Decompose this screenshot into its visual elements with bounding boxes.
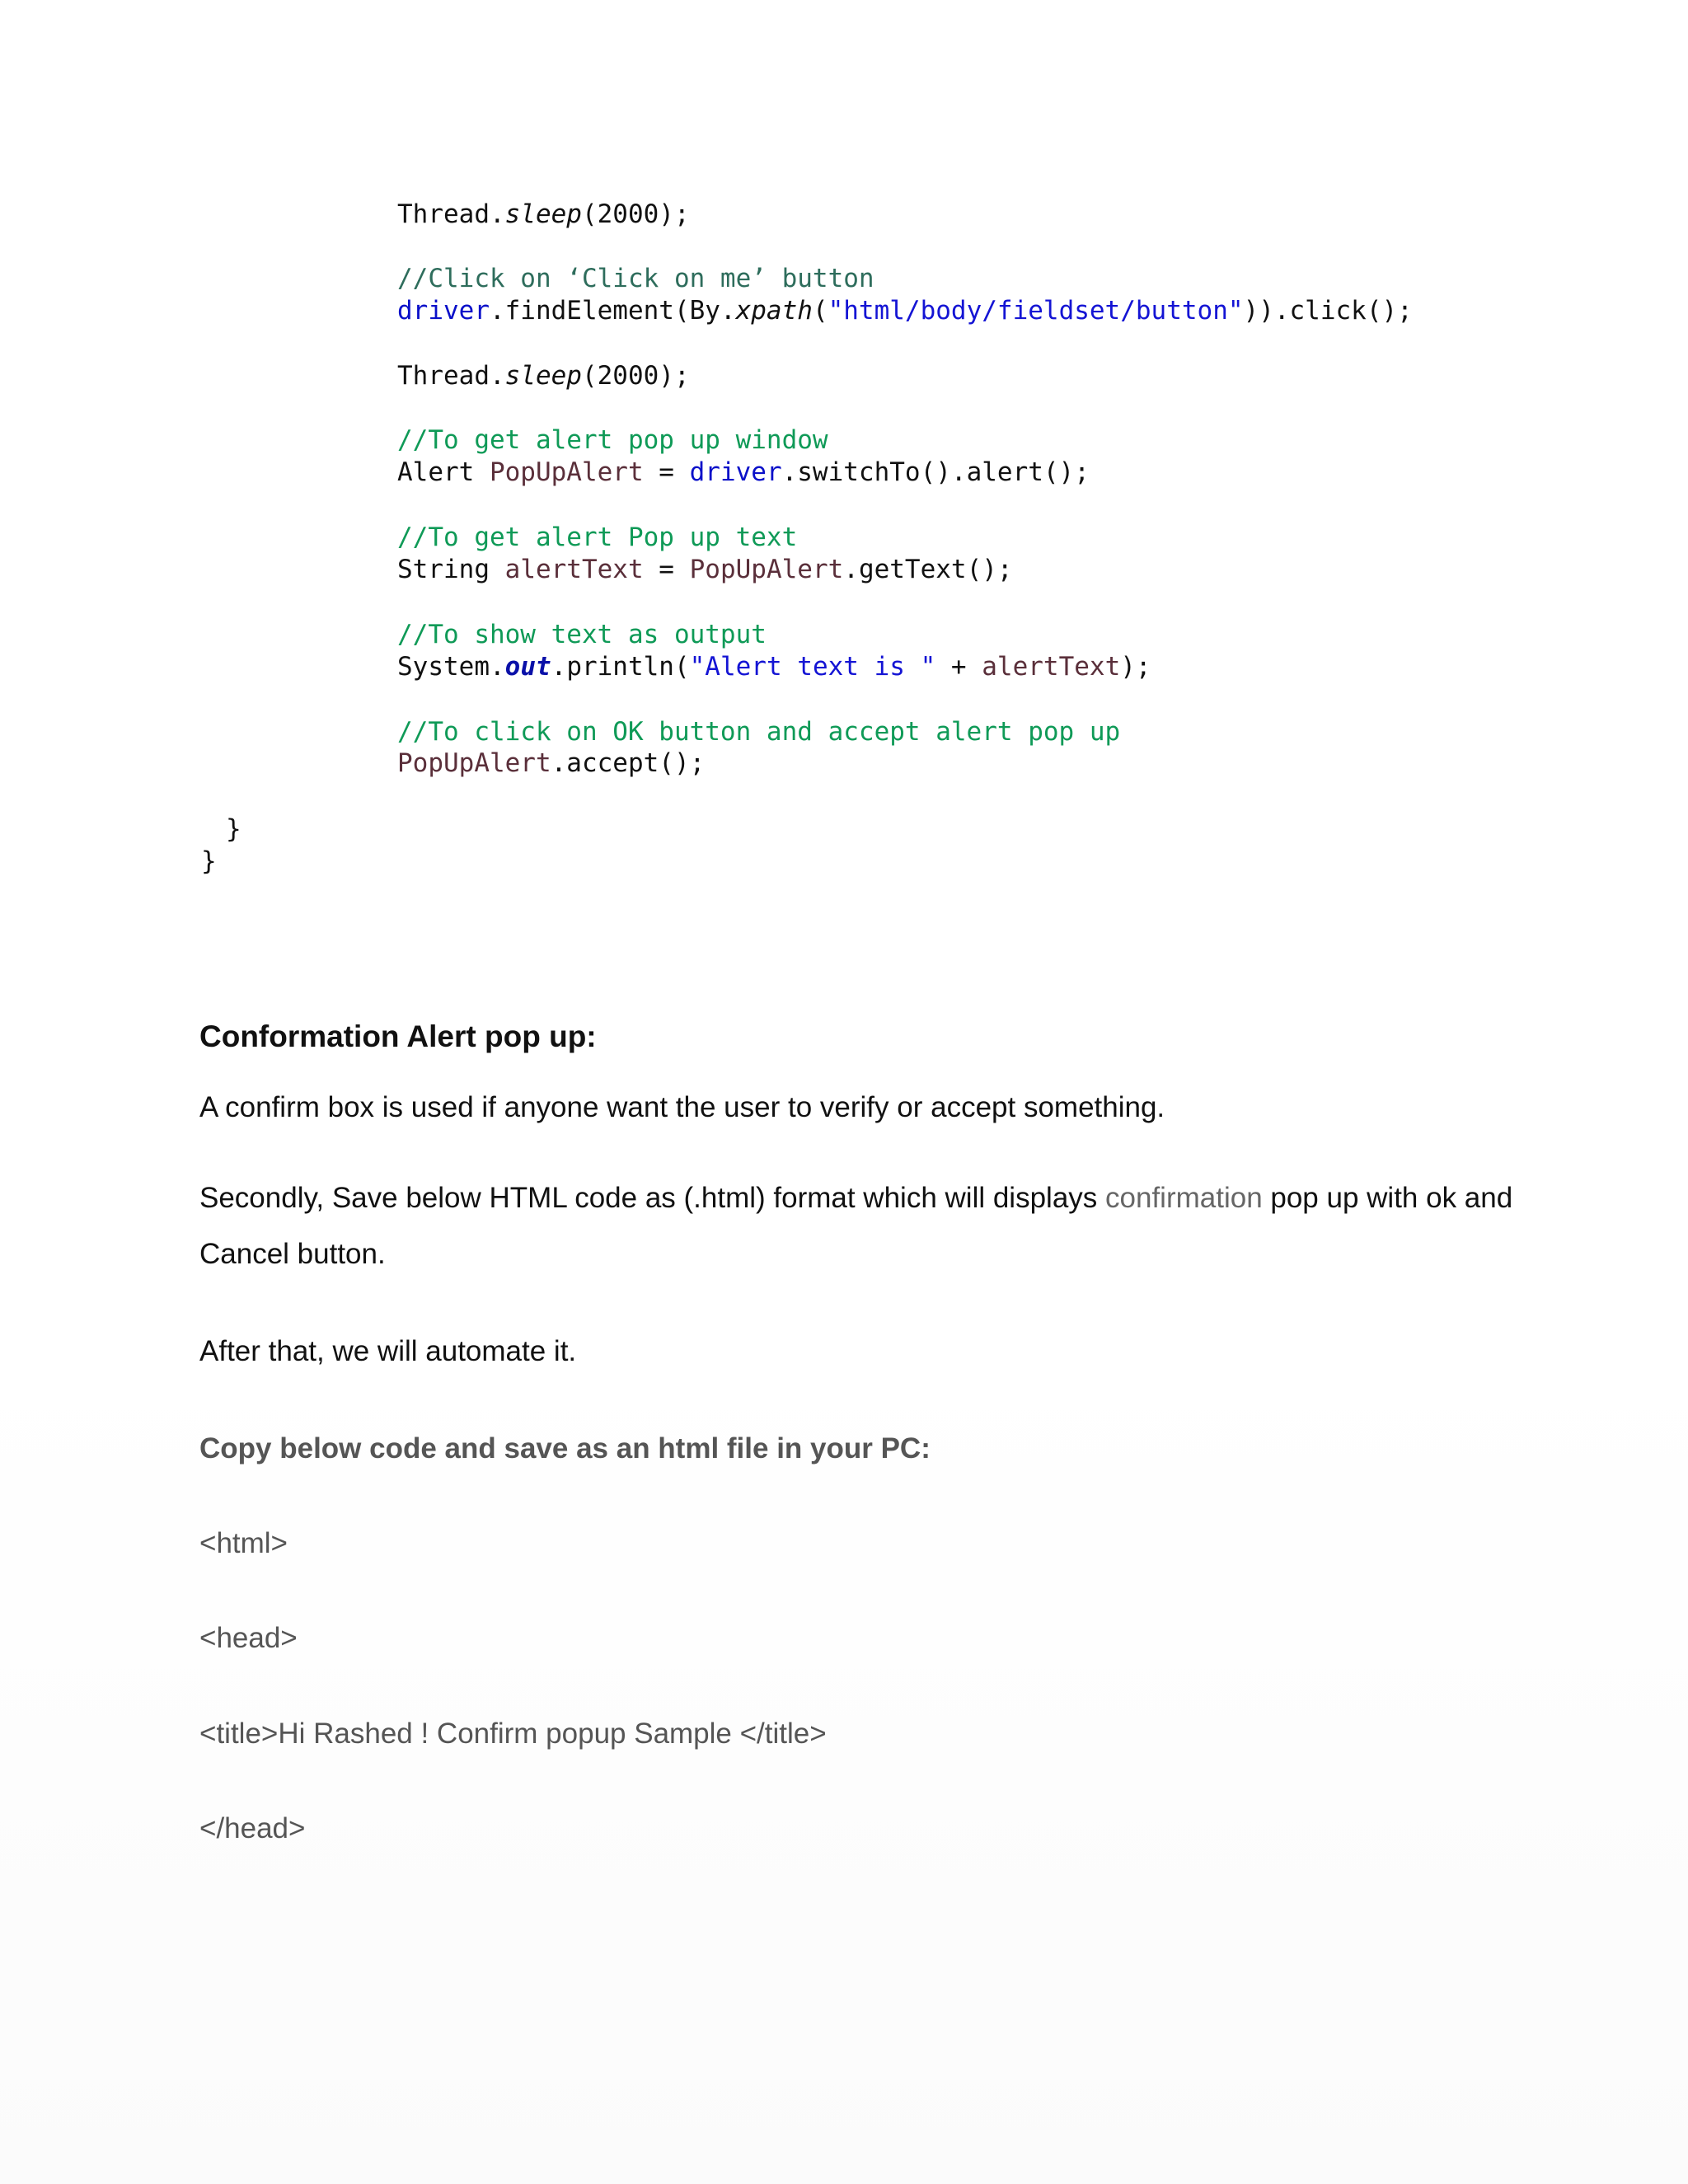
code-closing-brace-outer: } xyxy=(201,846,217,876)
code-line-find-element: driver.findElement(By.xpath("html/body/fieldset/button")).click(); xyxy=(397,296,1413,326)
code-line-println: System.out.println("Alert text is " + alertText); xyxy=(397,652,1151,682)
html-tag-line: <html> xyxy=(199,1527,288,1559)
code-line-sleep-1: Thread.sleep(2000); xyxy=(397,199,690,229)
code-line-get-text: String alertText = PopUpAlert.getText(); xyxy=(397,555,1013,584)
code-closing-brace-inner: } xyxy=(226,814,241,844)
paragraph-confirm-box: A confirm box is used if anyone want the user to verify or accept something. xyxy=(199,1091,1165,1123)
code-comment-get-text: //To get alert Pop up text xyxy=(397,523,798,552)
code-line-sleep-2: Thread.sleep(2000); xyxy=(397,361,690,391)
code-line-accept: PopUpAlert.accept(); xyxy=(397,748,706,778)
code-comment-accept: //To click on OK button and accept alert pop up xyxy=(397,717,1121,747)
section-heading: Conformation Alert pop up: xyxy=(199,1019,597,1053)
code-comment-get-alert: //To get alert pop up window xyxy=(397,425,828,455)
code-comment-click: //Click on ‘Click on me’ button xyxy=(397,264,874,293)
code-line-alert: Alert PopUpAlert = driver.switchTo().alert(); xyxy=(397,457,1090,487)
title-tag-line: <title>Hi Rashed ! Confirm popup Sample </title> xyxy=(199,1718,827,1750)
paragraph-automate: After that, we will automate it. xyxy=(199,1335,577,1367)
head-close-tag-line: </head> xyxy=(199,1812,306,1844)
code-comment-show-text: //To show text as output xyxy=(397,620,767,649)
paragraph-save-html: Secondly, Save below HTML code as (.html) format which will displays confirmation pop up with ok and xyxy=(199,1182,1513,1214)
copy-code-label: Copy below code and save as an html file in your PC: xyxy=(199,1432,931,1465)
head-tag-line: <head> xyxy=(199,1622,298,1654)
paragraph-save-html-cont: Cancel button. xyxy=(199,1238,386,1270)
